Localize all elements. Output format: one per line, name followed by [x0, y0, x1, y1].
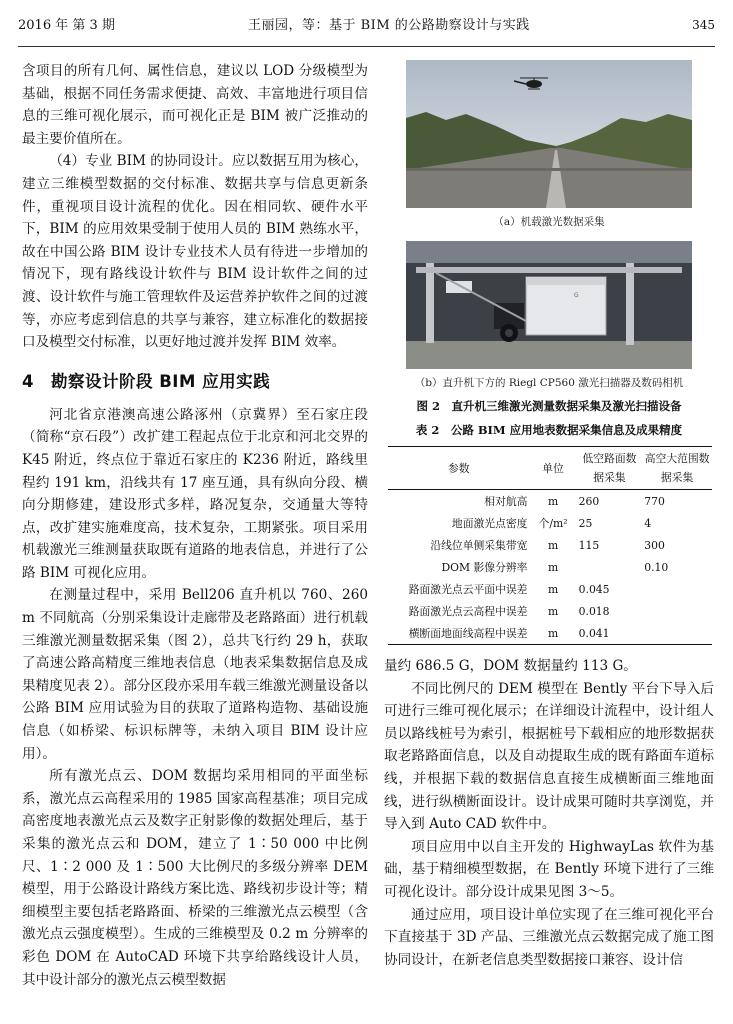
- left-column: [22, 60, 368, 991]
- cell-unit: m: [547, 494, 559, 508]
- caption-a: （a）机载激光数据采集: [493, 216, 605, 228]
- laser-scanner-icon: [526, 277, 606, 335]
- cell-unit: 个/m²: [538, 516, 568, 530]
- cell-low: 0.041: [578, 626, 610, 640]
- cell-high: 0.10: [644, 560, 669, 574]
- cell-param: 横断面地面线高程中误差: [408, 626, 528, 640]
- cell-high: [642, 578, 712, 600]
- svg-text:G: G: [574, 292, 579, 299]
- paragraph-dem-bently: 不同比例尺的 DEM 模型在 Bently 平台下导入后可进行三维可视化展示；在详细设计流程中，设计组人员以路线桩号为索引，根据桩号下载相应的地形数据获取老路路面信息，以及自动提取生成的既有路面车道标线，并根据下载的数据信息直接生成横断面三维地面线，进行纵横断面设计。设计成果可随时共享浏览，并导入到 Auto CAD 软件中。: [384, 680, 714, 833]
- photo-laser-scanner: [406, 241, 692, 369]
- table-row: [388, 512, 712, 534]
- header-divider: [18, 46, 715, 47]
- table-row: [388, 490, 712, 513]
- cell-param: 地面激光点密度: [451, 516, 528, 530]
- paragraph-application: 通过应用，项目设计单位实现了在三维可视化平台下直接基于 3D 产品、三维激光点云数据完成了施工图协同设计，在新老信息类型数据接口兼容、设计信: [384, 906, 714, 968]
- journal-issue: 2016 年 第 3 期: [18, 18, 115, 33]
- paragraph-highwaylas: 项目应用中以自主开发的 HighwayLas 软件为基础，基于精细模型数据，在 Bently 环境下进行了三维可视化设计。部分设计成果见图 3～5。: [384, 838, 714, 900]
- header-param: 参数: [447, 461, 470, 475]
- cell-low: [577, 556, 643, 578]
- cell-low: 25: [578, 516, 593, 530]
- paragraph-data-volume: 量约 686.5 G，DOM 数据量约 113 G。: [384, 658, 637, 674]
- cell-param: 路面激光点云高程中误差: [408, 604, 528, 618]
- data-table: [388, 446, 712, 645]
- header-low-altitude: 低空路面数据采集: [582, 452, 637, 484]
- paragraph-collaborative-design: （4）专业 BIM 的协同设计。应以数据互用为核心，建立三维模型数据的交付标准、数据共享与信息更新条件，重视项目设计流程的优化。因在相同软、硬件水平下，BIM 的应用效果受制于使用人员的 BIM 熟练水平，故在中国公路 BIM 设计专业技术人员有待进一步增加的情况下，现有路线设计软件与 BIM 设计软件之间的过渡、设计软件与施工管理软件及运营养护软件之间的过渡等，亦应考虑到信息的共享与兼容，建立标准化的数据接口及模型交付标准，以更好地过渡并发挥 BIM 效率。: [22, 153, 368, 351]
- cell-unit: m: [547, 604, 559, 618]
- page-header: [18, 14, 715, 40]
- photo-airborne-laser: [406, 60, 692, 208]
- table-row: [388, 578, 712, 600]
- airborne-scene: [406, 60, 692, 208]
- cell-unit: m: [547, 582, 559, 596]
- cell-unit: m: [547, 626, 559, 640]
- table-row: [388, 622, 712, 645]
- cell-unit: m: [547, 538, 559, 552]
- scanner-scene: [406, 241, 692, 369]
- figure-title: 图 2 直升机三维激光测量数据采集及激光扫描设备: [416, 399, 682, 413]
- cell-low: 115: [578, 538, 600, 552]
- table-header-row: [388, 447, 712, 490]
- cell-high: [642, 622, 712, 645]
- paragraph-project-intro: 河北省京港澳高速公路涿州（京冀界）至石家庄段（简称“京石段”）改扩建工程起点位于北京和河北交界的 K45 附近，终点位于靠近石家庄的 K236 附近，路线里程约 191 km，沿线共有 17 座互通，具有纵向分段、横向分期修建，建设形式多样，路况复杂，交通量大等特点，改扩建实施难度高，技术复杂，工期紧张。项目采用机载激光三维测量获取既有道路的地表信息，并进行了公路 BIM 可视化应用。: [22, 406, 368, 581]
- section-heading: 4 勘察设计阶段 BIM 应用实践: [22, 371, 271, 391]
- paragraph-point-cloud: 所有激光点云、DOM 数据均采用相同的平面坐标系，激光点云高程采用的 1985 国家高程基准；项目完成高密度地表激光点云及数字正射影像的数据处理后，基于采集的激光点云和 DOM，建立了 1∶50 000 中比例尺、1∶2 000 及 1∶500 大比例尺的多级分辨率 DEM 模型，用于公路设计路线方案比选、路线初步设计等；精细模型主要包括老路路面、桥梁的三维激光点云模型（含激光点云强度模型）。生成的三维模型及 0.2 m 分辨率的彩色 DOM 在 AutoCAD 环境下共享给路线设计人员，其中设计部分的激光点云模型数据: [22, 768, 368, 988]
- table-row: [388, 600, 712, 622]
- running-title: 王丽园，等：基于 BIM 的公路勘察设计与实践: [248, 18, 530, 33]
- cell-param: 相对航高: [484, 494, 528, 508]
- header-high-altitude: 高空大范围数据采集: [644, 452, 710, 484]
- header-unit: 单位: [542, 461, 564, 475]
- right-column: [384, 60, 714, 971]
- page-number: 345: [692, 18, 715, 32]
- table-title: 表 2 公路 BIM 应用地表数据采集信息及成果精度: [415, 423, 683, 437]
- cell-param: 沿线位单侧采集带宽: [430, 538, 528, 552]
- cell-low: 0.018: [578, 604, 610, 618]
- paragraph-survey-process: 在测量过程中，采用 Bell206 直升机以 760、260 m 不同航高（分别采集设计走廊带及老路路面）进行机载三维激光测量数据采集（图 2），总共飞行约 29 h，获取了高速公路高精度三维地表信息（地表采集数据信息及成果精度见表 2）。部分区段亦采用车载三维激光测量设备以公路 BIM 应用试验为目的获取了道路构造物、基础设施信息（如桥梁、标识标牌等，未纳入项目 BIM 设计应用）。: [22, 587, 369, 762]
- cell-param: DOM 影像分辨率: [441, 560, 528, 574]
- cell-high: 300: [644, 538, 665, 552]
- cell-unit: m: [547, 560, 559, 574]
- cell-param: 路面激光点云平面中误差: [408, 582, 528, 596]
- cell-high: 770: [644, 494, 665, 508]
- cell-low: 260: [578, 494, 600, 508]
- caption-b: （b）直升机下方的 Riegl CP560 激光扫描器及数码相机: [414, 377, 684, 389]
- cell-high: 4: [644, 516, 652, 530]
- cell-high: [642, 600, 712, 622]
- table-row: [388, 534, 712, 556]
- right-text-block: [384, 655, 714, 971]
- table-row: [388, 556, 712, 578]
- cell-low: 0.045: [578, 582, 610, 596]
- paragraph-lod: 含项目的所有几何、属性信息，建议以 LOD 分级模型为基础，根据不同任务需求便捷、高效、丰富地进行项目信息的三维可视化展示，而可视化正是 BIM 被广泛推动的最主要价值所在。: [22, 63, 368, 147]
